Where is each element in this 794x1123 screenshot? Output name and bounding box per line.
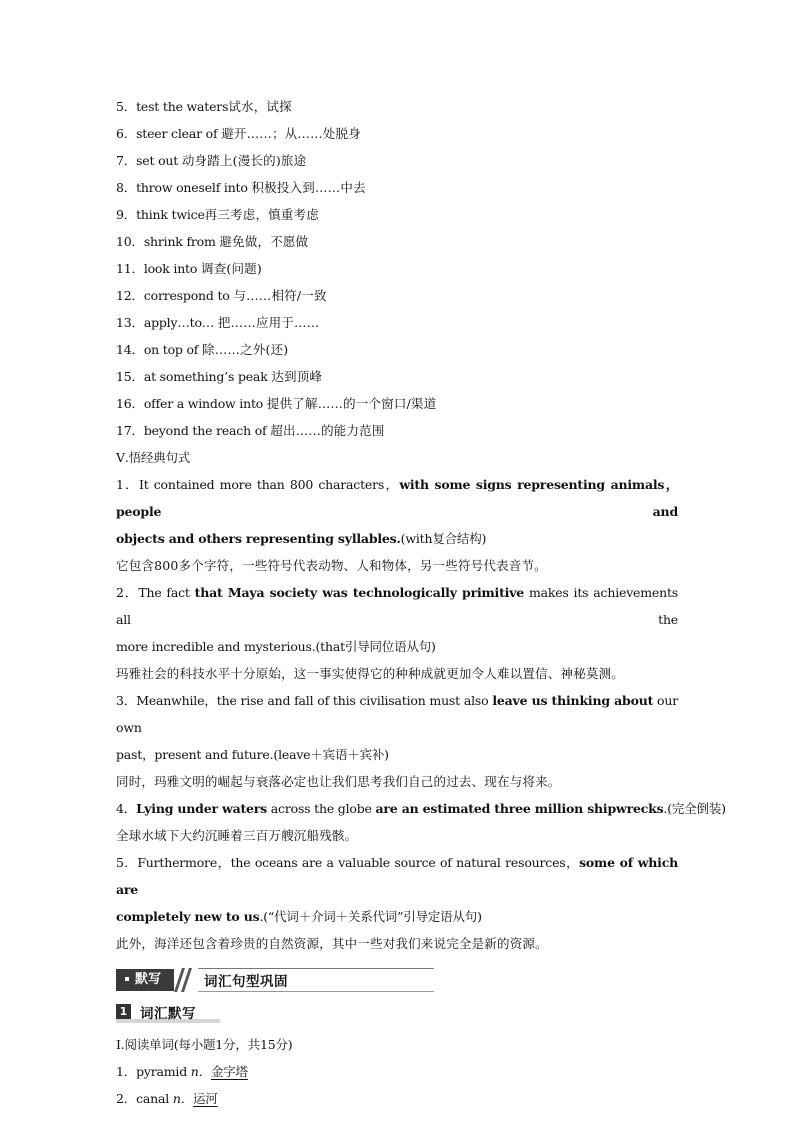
- list-item: 15．at something’s peak 达到顶峰: [116, 369, 323, 384]
- sentence-zh: 全球水域下大约沉睡着三百万艘沉船残骸。: [116, 828, 358, 843]
- list-item: 17．beyond the reach of 超出……的能力范围: [116, 423, 385, 438]
- sentence-en: 3．Meanwhile，the rise and fall of this civilisation must also leave us thinking about our own: [116, 693, 678, 735]
- sentence-zh: 它包含800多个字符，一些符号代表动物、人和物体，另一些符号代表音节。: [116, 558, 547, 573]
- list-item: 13．apply…to… 把……应用于……: [116, 315, 320, 330]
- banner-rule: [198, 991, 434, 992]
- sentence-4: [116, 795, 726, 849]
- sentence-zh: 此外，海洋还包含着珍贵的自然资源，其中一些对我们来说完全是新的资源。: [116, 936, 548, 951]
- list-item: 16．offer a window into 提供了解……的一个窗口/渠道: [116, 396, 437, 411]
- list-item: 11．look into 调查(问题): [116, 261, 262, 276]
- list-item: 10．shrink from 避免做，不愿做: [116, 234, 309, 249]
- section-heading: Ⅴ.悟经典句式: [116, 450, 191, 465]
- sentence-3: [116, 687, 678, 795]
- sentence-5: [116, 849, 678, 957]
- sentence-en: more incredible and mysterious.(that引导同位语从句): [116, 639, 436, 654]
- list-item: 12．correspond to 与……相符/一致: [116, 288, 327, 303]
- section-banner: [116, 968, 434, 992]
- banner-tag: 默写: [116, 969, 174, 991]
- list-item: 14．on top of 除……之外(还): [116, 342, 289, 357]
- word-list: [116, 1058, 678, 1112]
- list-item: 1．pyramid n．金字塔: [116, 1064, 248, 1079]
- document-page: [116, 93, 726, 1112]
- phrase-list: [116, 93, 678, 444]
- banner-title: 词汇句型巩固: [204, 974, 288, 990]
- square-icon: [125, 977, 129, 981]
- sentence-en: 4．Lying under waters across the globe are an estimated three million shipwrecks.(完全倒装): [116, 801, 726, 816]
- list-item: 6．steer clear of 避开……；从……处脱身: [116, 126, 361, 141]
- reading-heading: Ⅰ.阅读单词(每小题1分，共15分): [116, 1037, 293, 1052]
- sentence-en: past，present and future.(leave＋宾语＋宾补): [116, 747, 389, 762]
- sentence-en: objects and others representing syllables.(with复合结构): [116, 531, 487, 546]
- list-item: 7．set out 动身踏上(漫长的)旅途: [116, 153, 307, 168]
- list-item: 9．think twice再三考虑，慎重考虑: [116, 207, 319, 222]
- sentence-en: 5．Furthermore，the oceans are a valuable source of natural resources，some of which are: [116, 855, 678, 897]
- sentence-2: [116, 579, 678, 687]
- sentence-zh: 玛雅社会的科技水平十分原始，这一事实使得它的种种成就更加令人难以置信、神秘莫测。: [116, 666, 625, 681]
- list-item: 2．canal n．运河: [116, 1091, 218, 1106]
- double-slash-icon: [174, 968, 194, 992]
- sentence-en: completely new to us.(“代词＋介词＋关系代词”引导定语从句): [116, 909, 482, 924]
- sentence-en: 2．The fact that Maya society was technologically primitive makes its achievements all the: [116, 585, 678, 627]
- banner-rule: [198, 968, 434, 969]
- sentence-1: [116, 471, 678, 579]
- list-item: 5．test the waters试水，试探: [116, 99, 292, 114]
- list-item: 8．throw oneself into 积极投入到……中去: [116, 180, 366, 195]
- number-badge-icon: 1: [116, 1004, 131, 1019]
- sentence-en: 1．It contained more than 800 characters，with some signs representing animals，people and: [116, 477, 678, 519]
- subsection-header: [116, 1001, 220, 1023]
- sentence-zh: 同时，玛雅文明的崛起与衰落必定也让我们思考我们自己的过去、现在与将来。: [116, 774, 561, 789]
- subsection-title: 词汇默写: [140, 1006, 196, 1022]
